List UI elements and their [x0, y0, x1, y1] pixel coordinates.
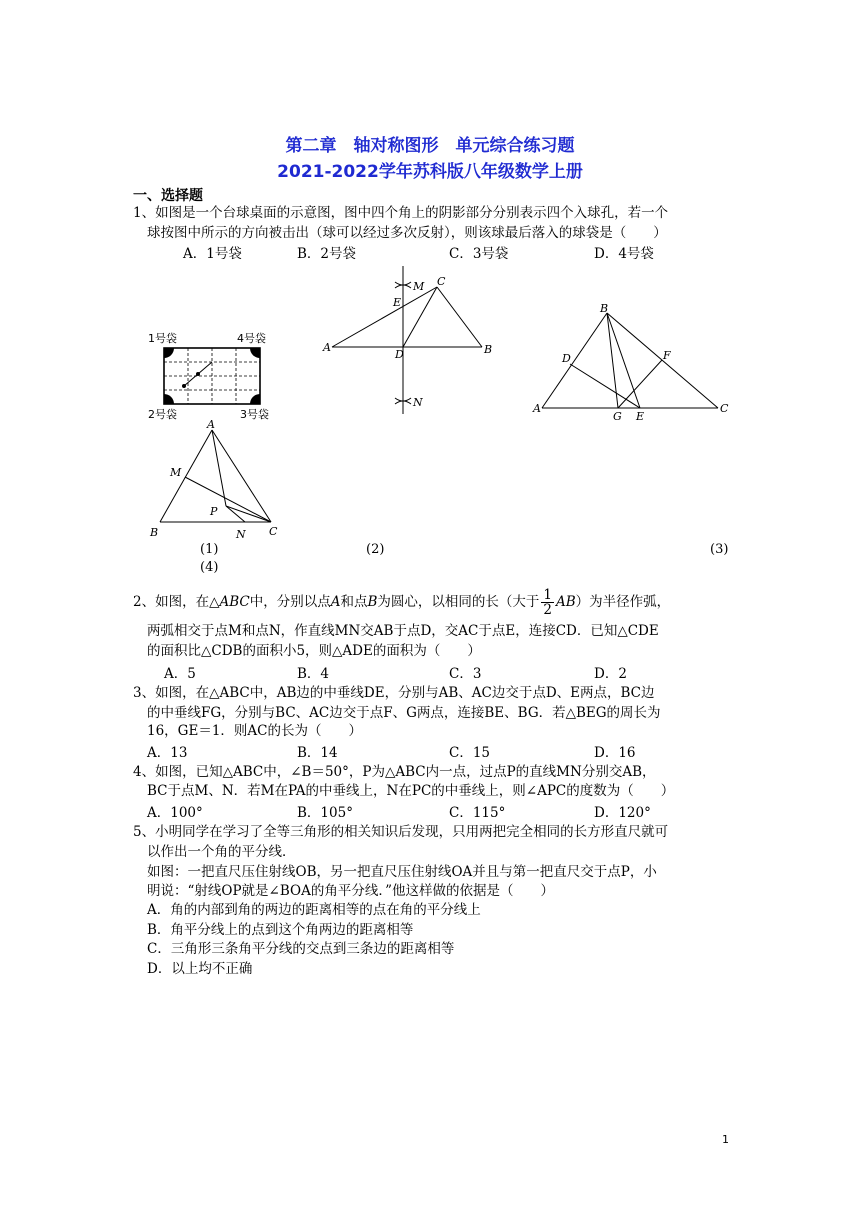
q4-option-a: A．100°: [147, 805, 203, 821]
point-b: B: [150, 526, 159, 539]
point-a: A: [323, 341, 331, 354]
q2-line2: 两弧相交于点M和点N，作直线MN交AB于点D，交AC于点E，连接CD．已知△CDE: [147, 623, 659, 639]
q5-line1: 5、小明同学在学习了全等三角形的相关知识后发现，只用两把完全相同的长方形直尺就可: [133, 824, 669, 840]
q3-option-d: D．16: [594, 745, 636, 761]
page-title: 第二章 轴对称图形 单元综合练习题: [285, 136, 575, 156]
q1-line2: 球按图中所示的方向被击出（球可以经过多次反射），则该球最后落入的球袋是（ ）: [147, 225, 667, 241]
caption-4: (4): [200, 560, 219, 575]
figure-pool-table: [140, 320, 290, 425]
figure-triangle-bisectors: [530, 298, 730, 426]
q1-option-d: D．4号袋: [594, 246, 654, 262]
q1-option-a: A．1号袋: [183, 246, 242, 262]
point-m: M: [413, 280, 425, 293]
fraction-one-half: $\frac{1}{2}$: [543, 587, 552, 618]
q4-line1: 4、如图，已知△ABC中，∠B＝50°，P为△ABC内一点，过点P的直线MN分别交AB，: [133, 764, 656, 780]
q2-line1: 2、如图，在△ABC中，分别以点A和点B为圆心，以相同的长（大于 $\frac{1}{2}$ AB）为半径作弧，: [133, 587, 671, 618]
point-e: E: [636, 410, 645, 423]
q3-option-b: B．14: [297, 745, 338, 761]
q4-option-d: D．120°: [594, 805, 651, 821]
point-n: N: [236, 528, 246, 541]
q3-line3: 16，GE＝1．则AC的长为（ ）: [147, 723, 362, 739]
point-p: P: [210, 505, 218, 518]
caption-1: (1): [200, 542, 219, 557]
q2-option-c: C．3: [449, 666, 482, 682]
q3-line2: 的中垂线FG，分别与BC、AC边交于点F、G两点，连接BE、BG．若△BEG的周长为: [147, 705, 661, 721]
point-g: G: [613, 410, 622, 423]
pocket-label-1: 1号袋: [148, 332, 177, 345]
figure-bisector-construction: [315, 258, 500, 418]
point-b: B: [600, 302, 609, 315]
point-c: C: [437, 275, 446, 288]
q1-option-c: C．3号袋: [449, 246, 509, 262]
point-e: E: [393, 296, 402, 309]
q5-line2: 以作出一个角的平分线．: [147, 844, 296, 860]
point-n: N: [413, 396, 423, 409]
q2-option-d: D．2: [594, 666, 627, 682]
pocket-label-4: 4号袋: [237, 332, 266, 345]
q3-line1: 3、如图，在△ABC中，AB边的中垂线DE，分别与AB、AC边交于点D、E两点，BC边: [133, 685, 655, 701]
q4-line2: BC于点M、N．若M在PA的中垂线上，N在PC的中垂线上，则∠APC的度数为（ ）: [147, 783, 675, 799]
q2-option-a: A．5: [164, 666, 196, 682]
caption-2: (2): [366, 542, 385, 557]
q5-option-d: D．以上均不正确: [147, 961, 253, 977]
point-a: A: [533, 402, 541, 415]
q5-line4: 明说：“射线OP就是∠BOA的角平分线．”他这样做的依据是（ ）: [147, 883, 555, 899]
q3-option-a: A．13: [147, 745, 188, 761]
point-d: D: [395, 348, 404, 361]
pocket-label-3: 3号袋: [240, 408, 269, 421]
point-c: C: [269, 525, 278, 538]
page-subtitle: 2021-2022学年苏科版八年级数学上册: [277, 162, 583, 182]
q5-option-a: A．角的内部到角的两边的距离相等的点在角的平分线上: [147, 902, 481, 918]
point-a: A: [207, 418, 215, 431]
q5-option-c: C．三角形三条角平分线的交点到三条边的距离相等: [147, 941, 455, 957]
point-m: M: [170, 466, 182, 479]
page-number: 1: [722, 1133, 729, 1146]
q5-option-b: B．角平分线上的点到这个角两边的距离相等: [147, 922, 414, 938]
q5-line3: 如图：一把直尺压住射线OB，另一把直尺压住射线OA并且与第一把直尺交于点P，小: [147, 864, 657, 880]
pocket-label-2: 2号袋: [148, 408, 177, 421]
figure-triangle-mpn: [145, 418, 290, 542]
point-b: B: [484, 343, 493, 356]
section-heading: 一、选择题: [133, 188, 203, 204]
q3-option-c: C．15: [449, 745, 491, 761]
caption-3: (3): [710, 542, 729, 557]
point-c: C: [720, 402, 729, 415]
q4-option-b: B．105°: [297, 805, 353, 821]
point-d: D: [562, 352, 571, 365]
q2-option-b: B．4: [297, 666, 330, 682]
q1-line1: 1、如图是一个台球桌面的示意图，图中四个角上的阴影部分分别表示四个入球孔，若一个: [133, 205, 669, 221]
point-f: F: [663, 349, 671, 362]
q1-option-b: B．2号袋: [297, 246, 357, 262]
q4-option-c: C．115°: [449, 805, 506, 821]
q2-line3: 的面积比△CDB的面积小5，则△ADE的面积为（ ）: [147, 643, 481, 659]
